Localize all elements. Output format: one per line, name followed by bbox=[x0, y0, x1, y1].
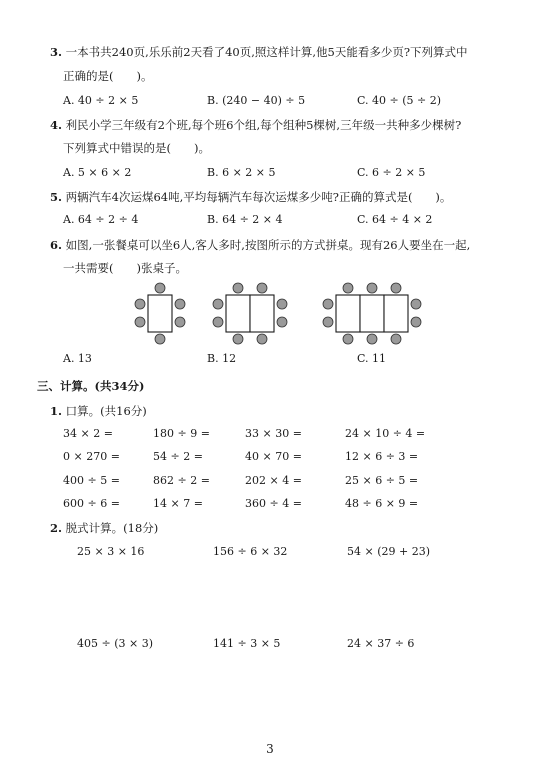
option-c: C. 64 ÷ 4 × 2 bbox=[357, 213, 433, 226]
part-title: 脱式计算。(18分) bbox=[65, 521, 159, 535]
question-5-text bbox=[50, 189, 451, 205]
table-figure-3 bbox=[322, 282, 422, 346]
question-6-text bbox=[50, 237, 470, 253]
part-number: 2. bbox=[50, 521, 63, 535]
oral-problem: 360 ÷ 4 = bbox=[245, 497, 302, 510]
oral-problem: 600 ÷ 6 = bbox=[63, 497, 120, 510]
oral-problem: 14 × 7 = bbox=[153, 497, 203, 510]
page-number: 3 bbox=[266, 742, 274, 756]
option-c: C. 11 bbox=[357, 352, 387, 365]
oral-problem: 34 × 2 = bbox=[63, 427, 113, 440]
option-a: A. 64 ÷ 2 ÷ 4 bbox=[63, 213, 139, 226]
part-number: 1. bbox=[50, 404, 63, 418]
question-4-text bbox=[50, 117, 461, 133]
oral-problem: 12 × 6 ÷ 3 = bbox=[345, 450, 419, 463]
part-title: 口算。(共16分) bbox=[65, 404, 147, 418]
oral-problem: 0 × 270 = bbox=[63, 450, 120, 463]
written-problem: 156 ÷ 6 × 32 bbox=[213, 545, 288, 558]
option-c: C. 40 ÷ (5 ÷ 2) bbox=[357, 94, 442, 107]
oral-problem: 862 ÷ 2 = bbox=[153, 474, 210, 487]
oral-problem: 40 × 70 = bbox=[245, 450, 302, 463]
option-a: A. 13 bbox=[63, 352, 92, 365]
question-number: 4. bbox=[50, 118, 63, 132]
question-line: 利民小学三年级有2个班,每个班6个组,每个组种5棵树,三年级一共种多少棵树? bbox=[65, 118, 462, 132]
option-a: A. 40 ÷ 2 × 5 bbox=[63, 94, 139, 107]
part-2-heading bbox=[50, 520, 158, 536]
oral-problem: 202 × 4 = bbox=[245, 474, 302, 487]
question-line: 一本书共240页,乐乐前2天看了40页,照这样计算,他5天能看多少页?下列算式中 bbox=[65, 45, 468, 59]
table-figure-2 bbox=[212, 282, 288, 346]
written-problem: 24 × 37 ÷ 6 bbox=[347, 637, 415, 650]
question-3-line2: 正确的是( )。 bbox=[63, 69, 153, 83]
oral-problem: 54 ÷ 2 = bbox=[153, 450, 203, 463]
question-6-line2: 一共需要( )张桌子。 bbox=[63, 261, 187, 275]
oral-problem: 180 ÷ 9 = bbox=[153, 427, 210, 440]
option-b: B. 12 bbox=[207, 352, 237, 365]
part-1-heading bbox=[50, 403, 147, 419]
option-b: B. 6 × 2 × 5 bbox=[207, 166, 276, 179]
option-a: A. 5 × 6 × 2 bbox=[63, 166, 132, 179]
table-figure-1 bbox=[134, 282, 186, 346]
written-problem: 25 × 3 × 16 bbox=[77, 545, 145, 558]
question-line: 两辆汽车4次运煤64吨,平均每辆汽车每次运煤多少吨?正确的算式是( )。 bbox=[65, 190, 452, 204]
oral-problem: 25 × 6 ÷ 5 = bbox=[345, 474, 419, 487]
written-problem: 141 ÷ 3 × 5 bbox=[213, 637, 281, 650]
question-3-text bbox=[50, 44, 468, 60]
question-number: 5. bbox=[50, 190, 63, 204]
oral-problem: 400 ÷ 5 = bbox=[63, 474, 120, 487]
oral-problem: 33 × 30 = bbox=[245, 427, 302, 440]
question-number: 6. bbox=[50, 238, 63, 252]
option-b: B. (240 − 40) ÷ 5 bbox=[207, 94, 306, 107]
section-3-title: 三、计算。(共34分) bbox=[37, 379, 145, 393]
written-problem: 54 × (29 + 23) bbox=[347, 545, 430, 558]
option-c: C. 6 ÷ 2 × 5 bbox=[357, 166, 426, 179]
written-problem: 405 ÷ (3 × 3) bbox=[77, 637, 153, 650]
oral-problem: 24 × 10 ÷ 4 = bbox=[345, 427, 426, 440]
option-b: B. 64 ÷ 2 × 4 bbox=[207, 213, 283, 226]
question-line: 如图,一张餐桌可以坐6人,客人多时,按图所示的方式拼桌。现有26人要坐在一起, bbox=[65, 238, 471, 252]
question-4-line2: 下列算式中错误的是( )。 bbox=[63, 141, 210, 155]
oral-problem: 48 ÷ 6 × 9 = bbox=[345, 497, 419, 510]
question-number: 3. bbox=[50, 45, 63, 59]
